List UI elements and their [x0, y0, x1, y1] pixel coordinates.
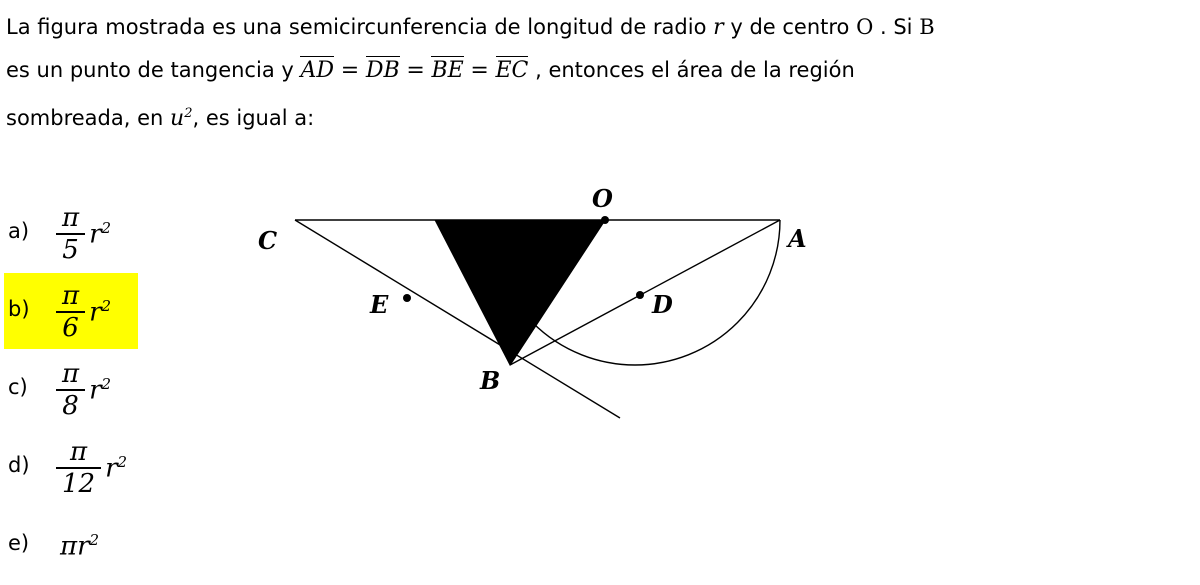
option-b-denominator: 6: [62, 313, 79, 343]
shaded-region: [435, 220, 605, 365]
question-text: [6, 6, 1194, 140]
geometry-svg: [240, 170, 860, 460]
option-a-expression: [56, 201, 111, 267]
segment-DB: DB: [365, 58, 400, 83]
option-d-tag: d): [8, 453, 30, 477]
option-a-radius: r: [89, 219, 102, 250]
question-line-1-part-c: . Si: [880, 15, 913, 39]
option-b-expression: [56, 279, 111, 345]
option-b[interactable]: [4, 273, 234, 351]
question-line-2-part-b: , entonces el área de la región: [535, 58, 855, 82]
question-line-1-part-b: y de centro: [730, 15, 850, 39]
option-c-denominator: 8: [62, 391, 79, 421]
label-D: D: [652, 290, 673, 319]
option-e-pi: π: [60, 531, 78, 562]
option-c-fraction: [56, 361, 85, 419]
equals-1: =: [340, 58, 360, 83]
symbol-O: O: [856, 15, 874, 39]
option-c-power: 2: [101, 374, 112, 393]
option-b-fraction: [56, 283, 85, 341]
symbol-r: r: [713, 15, 724, 40]
label-E: E: [370, 290, 389, 319]
point-O: [601, 216, 609, 224]
option-e-expression-term: [60, 531, 99, 562]
option-d-fraction: [56, 439, 101, 497]
question-line-3: [6, 92, 1194, 140]
option-d-power: 2: [117, 452, 128, 471]
option-b-numerator: π: [62, 281, 80, 311]
question-line-1-part-a: La figura mostrada es una semicircunferencia de longitud de radio: [6, 15, 707, 39]
equals-3: =: [470, 58, 489, 83]
option-d-numerator: π: [70, 437, 88, 467]
option-c-radius: r: [89, 375, 102, 406]
option-d[interactable]: [4, 429, 234, 507]
symbol-u: u: [170, 106, 185, 131]
option-d-expression: [56, 435, 127, 501]
segment-AD: AD: [300, 58, 335, 83]
question-line-1: [6, 6, 1194, 49]
question-line-3-part-b: , es igual a:: [192, 106, 315, 130]
option-d-radius-term: [105, 453, 127, 484]
answer-options: [4, 195, 234, 585]
question-line-2-part-a: es un punto de tangencia y: [6, 58, 294, 82]
option-c-numerator: π: [62, 359, 80, 389]
option-c[interactable]: [4, 351, 234, 429]
option-d-denominator: 12: [62, 469, 96, 499]
option-c-expression: [56, 357, 111, 423]
option-d-radius: r: [105, 453, 118, 484]
option-a-power: 2: [101, 218, 112, 237]
option-c-tag: c): [8, 375, 28, 399]
option-e-radius: r: [77, 531, 90, 562]
option-c-radius-term: [89, 375, 111, 406]
label-C: C: [258, 226, 278, 255]
label-B: B: [480, 366, 501, 395]
option-e-power: 2: [89, 530, 100, 549]
geometry-figure: [240, 170, 860, 460]
option-e-tag: e): [8, 531, 30, 555]
option-e[interactable]: [4, 507, 234, 585]
label-A: A: [788, 224, 807, 253]
option-b-power: 2: [101, 296, 112, 315]
option-b-tag: b): [8, 297, 30, 321]
option-a-tag: a): [8, 219, 30, 243]
option-a-numerator: π: [62, 203, 80, 233]
point-E: [403, 294, 411, 302]
symbol-u-exponent: 2: [184, 106, 193, 121]
equals-2: =: [406, 58, 425, 83]
option-a-radius-term: [89, 219, 111, 250]
question-line-3-part-a: sombreada, en: [6, 106, 164, 130]
segment-BE: BE: [431, 58, 464, 83]
segment-EC: EC: [495, 58, 529, 83]
option-e-expression: [56, 513, 99, 579]
option-a-denominator: 5: [62, 235, 79, 265]
label-O: O: [592, 184, 613, 213]
option-b-radius: r: [89, 297, 102, 328]
symbol-B: B: [919, 15, 935, 39]
question-line-2: [6, 49, 1194, 92]
option-b-radius-term: [89, 297, 111, 328]
option-a-fraction: [56, 205, 85, 263]
point-D: [636, 291, 644, 299]
option-a[interactable]: [4, 195, 234, 273]
